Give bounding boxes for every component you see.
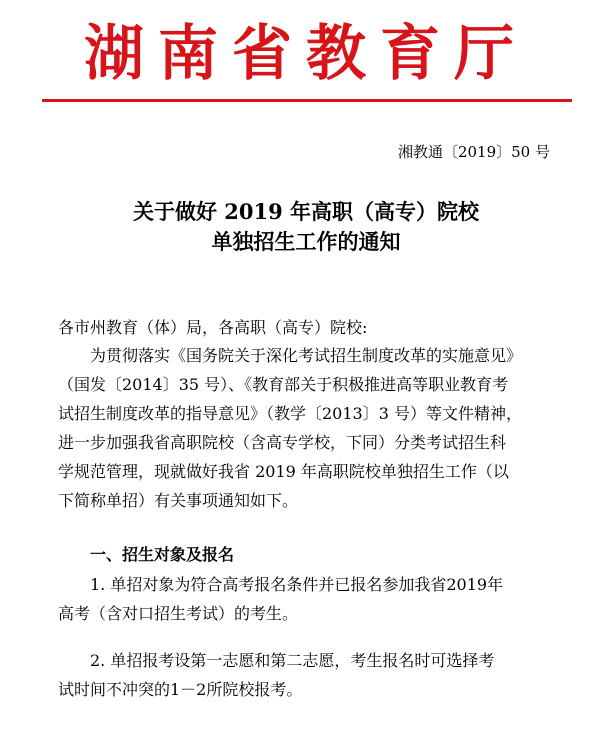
- paragraph-line: 试招生制度改革的指导意见》（教学〔2013〕3 号）等文件精神，: [58, 404, 522, 423]
- document-title-line-2: 单独招生工作的通知: [211, 229, 401, 254]
- paragraph-line: 试时间不冲突的1－2所院校报考。: [58, 680, 303, 699]
- document-title: [0, 197, 612, 257]
- header-red-rule: [42, 99, 572, 102]
- paragraph-intro: [58, 341, 556, 515]
- paragraph-line: 下简称单招）有关事项通知如下。: [58, 491, 299, 510]
- paragraph-line: 高考（含对口招生考试）的考生。: [58, 604, 299, 623]
- section-heading-text: 一、招生对象及报名: [90, 545, 235, 564]
- paragraph-line: 进一步加强我省高职院校（含高专学校，下同）分类考试招生科: [58, 433, 507, 452]
- document-title-line-1: 关于做好 2019 年高职（高专）院校: [132, 199, 480, 224]
- paragraph-line: 1. 单招对象为符合高考报名条件并已报名参加我省2019年: [90, 575, 504, 594]
- paragraph-line: 为贯彻落实《国务院关于深化考试招生制度改革的实施意见》: [90, 346, 523, 365]
- paragraph-item-1: [58, 570, 556, 628]
- section-heading: [58, 540, 556, 569]
- document-number: 湘教通〔2019〕50 号: [397, 143, 550, 161]
- paragraph-item-2: [58, 646, 556, 704]
- paragraph-line: 学规范管理，现就做好我省 2019 年高职院校单独招生工作（以: [58, 462, 509, 481]
- paragraph-line: 2. 单招报考设第一志愿和第二志愿，考生报名时可选择考: [90, 651, 495, 670]
- paragraph-line: （国发〔2014〕35 号）、《教育部关于积极推进高等职业教育考: [58, 375, 509, 394]
- agency-header-title: 湖南省教育厅: [84, 19, 528, 89]
- addressee: 各市州教育（体）局，各高职（高专）院校:: [58, 318, 368, 337]
